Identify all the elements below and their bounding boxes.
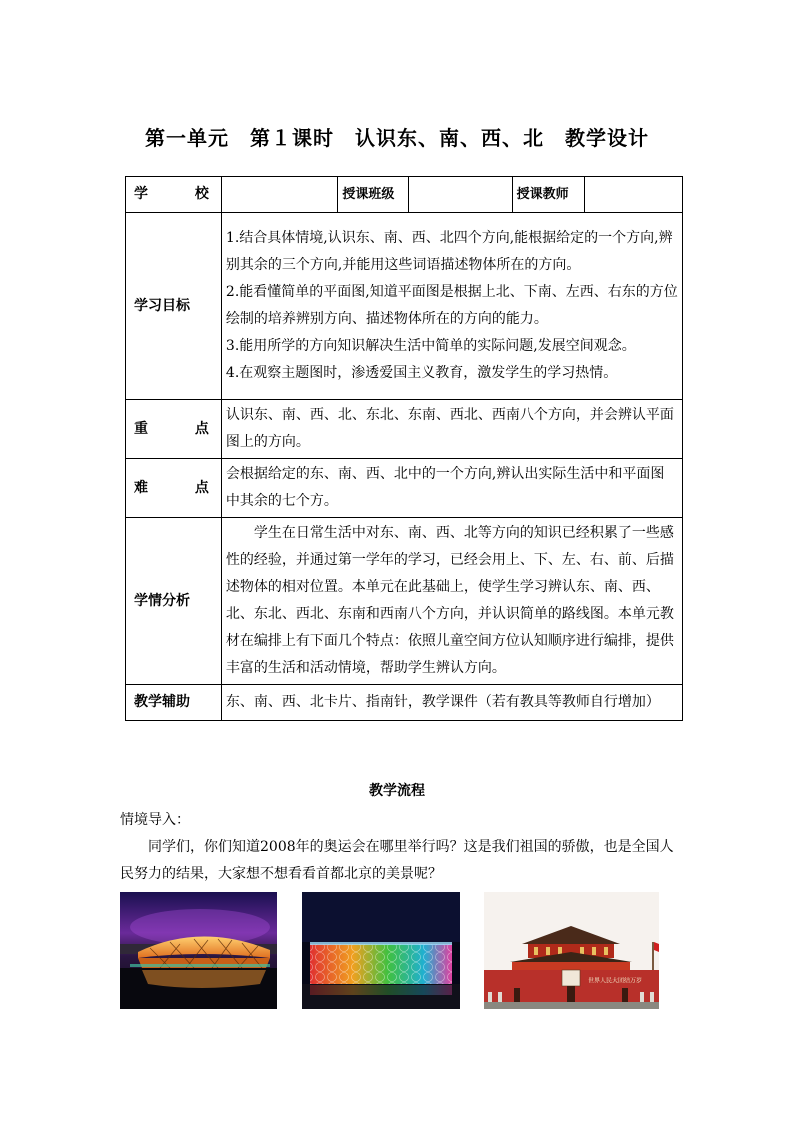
class-label: 授课班级 <box>338 177 408 213</box>
aids-text: 东、南、西、北卡片、指南针，教学课件（若有教具等教师自行增加） <box>221 685 682 721</box>
class-value <box>408 177 512 213</box>
table-row-difficulty <box>126 459 683 518</box>
teacher-label: 授课教师 <box>512 177 584 213</box>
goal-item: 3.能用所学的方向知识解决生活中简单的实际问题,发展空间观念。 <box>225 338 636 354</box>
analysis-label: 学情分析 <box>126 518 222 685</box>
banner-slogan: 世界人民大团结万岁 <box>587 977 643 985</box>
difficulty-label: 难 点 <box>126 459 222 518</box>
analysis-text: 学生在日常生活中对东、南、西、北等方向的知识已经积累了一些感性的经验，并通过第一学年的学习，已经会用上、下、左、右、前、后描述物体的相对位置。本单元在此基础上，使学生学习辨认东、南、西、北、东北、西北、东南和西南八个方向，并认识简单的路线图。本单元教材在编排上有下面几个特点：依照儿童空间方位认知顺序进行编排，提供丰富的生活和活动情境，帮助学生辨认方向。 <box>221 518 682 685</box>
goal-item: 1.结合具体情境,认识东、南、西、北四个方向,能根据给定的一个方向,辨别其余的三个方向,并能用这些词语描述物体所在的方向。 <box>225 230 673 273</box>
goals-content <box>221 213 682 400</box>
table-row-analysis <box>126 518 683 685</box>
goals-label: 学习目标 <box>126 213 222 400</box>
document-title: 第一单元 第１课时 认识东、南、西、北 教学设计 <box>145 126 649 150</box>
key-points-label: 重 点 <box>126 400 222 459</box>
difficulty-text: 会根据给定的东、南、西、北中的一个方向,辨认出实际生活中和平面图中其余的七个方。 <box>221 459 682 518</box>
flow-title: 教学流程 <box>369 783 425 799</box>
water-cube-photo <box>302 892 460 1009</box>
table-row-header <box>126 177 683 213</box>
aids-label: 教学辅助 <box>126 685 222 721</box>
table-row-aids <box>126 685 683 721</box>
goal-item: 4.在观察主题图时，渗透爱国主义教育，激发学生的学习热情。 <box>225 365 618 381</box>
key-points-text: 认识东、南、西、北、东北、东南、西北、西南八个方向，并会辨认平面图上的方向。 <box>221 400 682 459</box>
school-label: 学 校 <box>126 177 222 213</box>
tiananmen-photo <box>484 892 659 1009</box>
intro-text: 同学们，你们知道2008年的奥运会在哪里举行吗？这是我们祖国的骄傲，也是全国人民努力的结果，大家想不想看看首都北京的美景呢？ <box>120 839 674 882</box>
table-row-goals <box>126 213 683 400</box>
lesson-info-table <box>125 176 683 721</box>
school-value <box>221 177 337 213</box>
intro-label: 情境导入： <box>120 812 190 828</box>
birds-nest-photo <box>120 892 277 1009</box>
teacher-value <box>584 177 682 213</box>
table-row-key-points <box>126 400 683 459</box>
goal-item: 2.能看懂简单的平面图,知道平面图是根据上北、下南、左西、右东的方位绘制的培养辨别方向、描述物体所在的方向的能力。 <box>225 284 678 327</box>
